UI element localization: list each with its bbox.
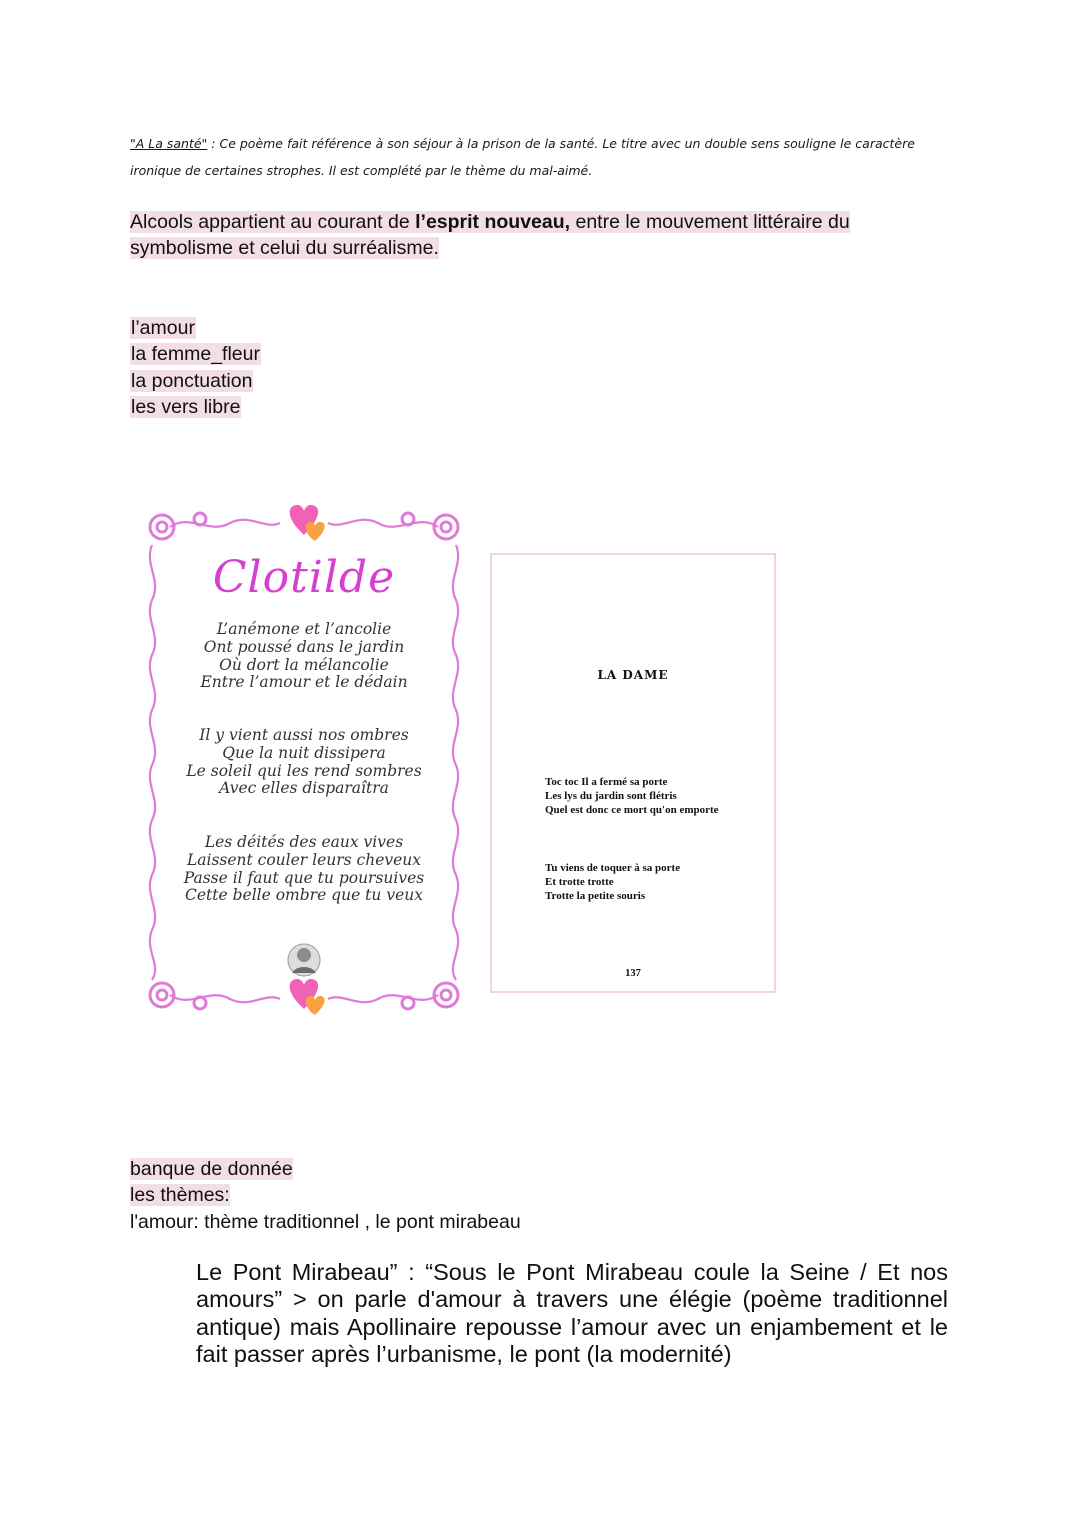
paragraph-bold: l’esprit nouveau, [415,211,571,233]
list-item: la femme_fleur [131,343,260,366]
mirabeau-paragraph: Le Pont Mirabeau” : “Sous le Pont Mirabeau coule la Seine / Et nos amours” > on parle d'amour à travers une élégie (poème traditionnel antique) mais Apollinaire repousse l’amour avec un enjambement et le fait passer après l’urbanisme, le pont (la modernité) [196,1259,948,1367]
la-dame-stanza [545,775,719,817]
bottom-notes [130,1156,521,1235]
poem-line: Le soleil qui les rend sombres [186,761,422,780]
poem-line: Il y vient aussi nos ombres [199,726,409,744]
database-label: banque de donnée [130,1158,293,1180]
clotilde-title: Clotilde [212,552,396,603]
poem-line: Que la nuit dissipera [222,743,386,762]
poem-line: Passe il faut que tu poursuives [183,868,425,887]
la-dame-title: LA DAME [597,668,669,682]
la-dame-page [490,553,776,993]
poem-line: Trotte la petite souris [545,890,646,902]
poem-line: Ont poussé dans le jardin [203,637,405,656]
poem-line: Tu viens de toquer à sa porte [545,862,681,874]
poem-line: Entre l’amour et le dédain [200,673,408,692]
themes-list [130,315,261,420]
la-dame-stanza [545,861,680,903]
themes-label: les thèmes: [130,1184,230,1207]
poem-line: Avec elles disparaîtra [219,779,389,798]
alcools-paragraph [130,209,910,261]
poem-line: L’anémone et l’ancolie [216,620,392,638]
page-number: 137 [625,968,641,979]
love-theme-line: l'amour: thème traditionnel , le pont mirabeau [130,1210,521,1233]
poem-line: Où dort la mélancolie [219,655,389,674]
clotilde-stanza [140,621,468,692]
poem-line: Toc toc Il a fermé sa porte [545,776,668,788]
clotilde-stanza [140,834,468,905]
intro-title: "A La santé" [130,136,208,151]
clotilde-stanza [140,727,468,798]
poem-line: Les déités des eaux vives [204,833,404,851]
poem-line: Les lys du jardin sont flétris [545,790,677,802]
intro-note [130,130,930,184]
paragraph-after: entre le mouvement littéraire du symbolisme et celui du surréalisme. [130,211,850,259]
poem-line: Et trotte trotte [545,876,614,888]
intro-text: : Ce poème fait référence à son séjour à la prison de la santé. Le titre avec un double sens souligne le caractère ironique de certaines strophes. Il est complété par le thème du mal-aimé. [130,136,915,178]
poem-line: Cette belle ombre que tu veux [185,886,423,905]
poem-line: Quel est donc ce mort qu'on emporte [545,804,719,816]
list-item: l’amour [131,317,195,339]
poem-line: Laissent couler leurs cheveux [186,850,422,869]
list-item: la ponctuation [131,369,253,392]
paragraph-before: Alcools appartient au courant de [130,211,416,233]
list-item: les vers libre [131,395,241,418]
